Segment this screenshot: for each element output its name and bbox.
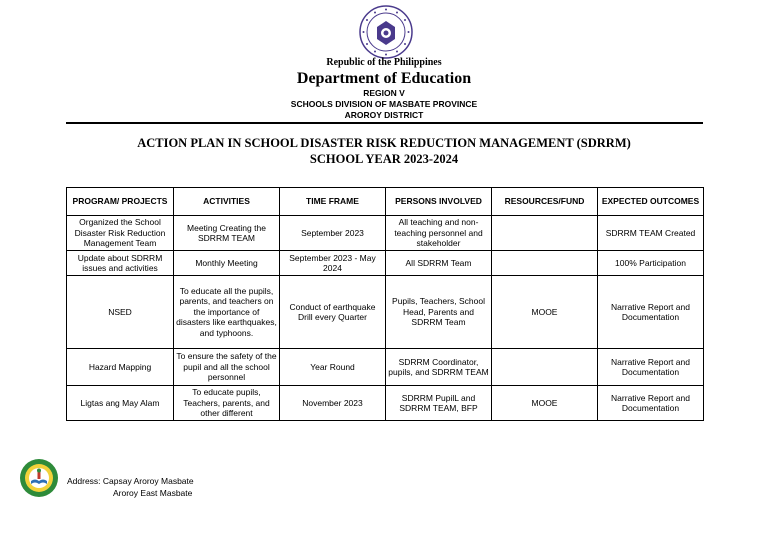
column-header: EXPECTED OUTCOMES	[598, 188, 704, 216]
table-row	[67, 349, 704, 386]
table-cell: MOOE	[492, 386, 598, 421]
table-cell: To ensure the safety of the pupil and all the school personnel	[174, 349, 280, 386]
region-line: REGION V	[363, 88, 405, 98]
table-cell: SDRRM PupilL and SDRRM TEAM, BFP	[386, 386, 492, 421]
table-row	[67, 386, 704, 421]
table-cell	[492, 216, 598, 251]
table-cell: Update about SDRRM issues and activities	[67, 251, 174, 276]
table-cell: Monthly Meeting	[174, 251, 280, 276]
deped-seal-icon	[359, 5, 413, 59]
school-logo-icon	[19, 458, 59, 498]
table-row	[67, 276, 704, 349]
district-line: AROROY DISTRICT	[344, 110, 424, 120]
table-cell: September 2023	[280, 216, 386, 251]
table-cell	[492, 251, 598, 276]
table-cell: Year Round	[280, 349, 386, 386]
table-cell: MOOE	[492, 276, 598, 349]
table-cell: Ligtas ang May Alam	[67, 386, 174, 421]
table-cell: NSED	[67, 276, 174, 349]
table-header-row	[67, 188, 704, 216]
table-cell: Hazard Mapping	[67, 349, 174, 386]
address-block	[67, 475, 194, 499]
table-cell: All SDRRM Team	[386, 251, 492, 276]
table-cell: Organized the School Disaster Risk Reduction Management Team	[67, 216, 174, 251]
column-header: ACTIVITIES	[174, 188, 280, 216]
column-header: PERSONS INVOLVED	[386, 188, 492, 216]
table-cell: November 2023	[280, 386, 386, 421]
republic-line: Republic of the Philippines	[326, 57, 442, 68]
table-cell: Conduct of earthquake Drill every Quarter	[280, 276, 386, 349]
table-cell: Pupils, Teachers, School Head, Parents and SDRRM Team	[386, 276, 492, 349]
column-header: TIME FRAME	[280, 188, 386, 216]
address-line-1: Address: Capsay Aroroy Masbate	[67, 476, 194, 486]
column-header: PROGRAM/ PROJECTS	[67, 188, 174, 216]
table-cell: Narrative Report and Documentation	[598, 349, 704, 386]
school-year: SCHOOL YEAR 2023-2024	[309, 152, 459, 166]
table-cell: All teaching and non-teaching personnel and stakeholder	[386, 216, 492, 251]
table-row	[67, 251, 704, 276]
column-header: RESOURCES/FUND	[492, 188, 598, 216]
table-row	[67, 216, 704, 251]
table-cell	[492, 349, 598, 386]
department-name: Department of Education	[296, 70, 472, 87]
division-line: SCHOOLS DIVISION OF MASBATE PROVINCE	[290, 99, 478, 109]
table-cell: Meeting Creating the SDRRM TEAM	[174, 216, 280, 251]
table-cell: To educate pupils, Teachers, parents, and other different	[174, 386, 280, 421]
document-title: ACTION PLAN IN SCHOOL DISASTER RISK REDUCTION MANAGEMENT (SDRRM)	[137, 136, 631, 150]
table-cell: Narrative Report and Documentation	[598, 386, 704, 421]
table-cell: 100% Participation	[598, 251, 704, 276]
action-plan-table	[66, 187, 704, 421]
table-cell: SDRRM Coordinator, pupils, and SDRRM TEAM	[386, 349, 492, 386]
table-cell: SDRRM TEAM Created	[598, 216, 704, 251]
header-divider	[66, 122, 703, 124]
table-cell: To educate all the pupils, parents, and teachers on the importance of disasters like earthquakes, and typhoons.	[174, 276, 280, 349]
table-cell: September 2023 - May 2024	[280, 251, 386, 276]
table-cell: Narrative Report and Documentation	[598, 276, 704, 349]
address-line-2: Aroroy East Masbate	[113, 488, 193, 498]
